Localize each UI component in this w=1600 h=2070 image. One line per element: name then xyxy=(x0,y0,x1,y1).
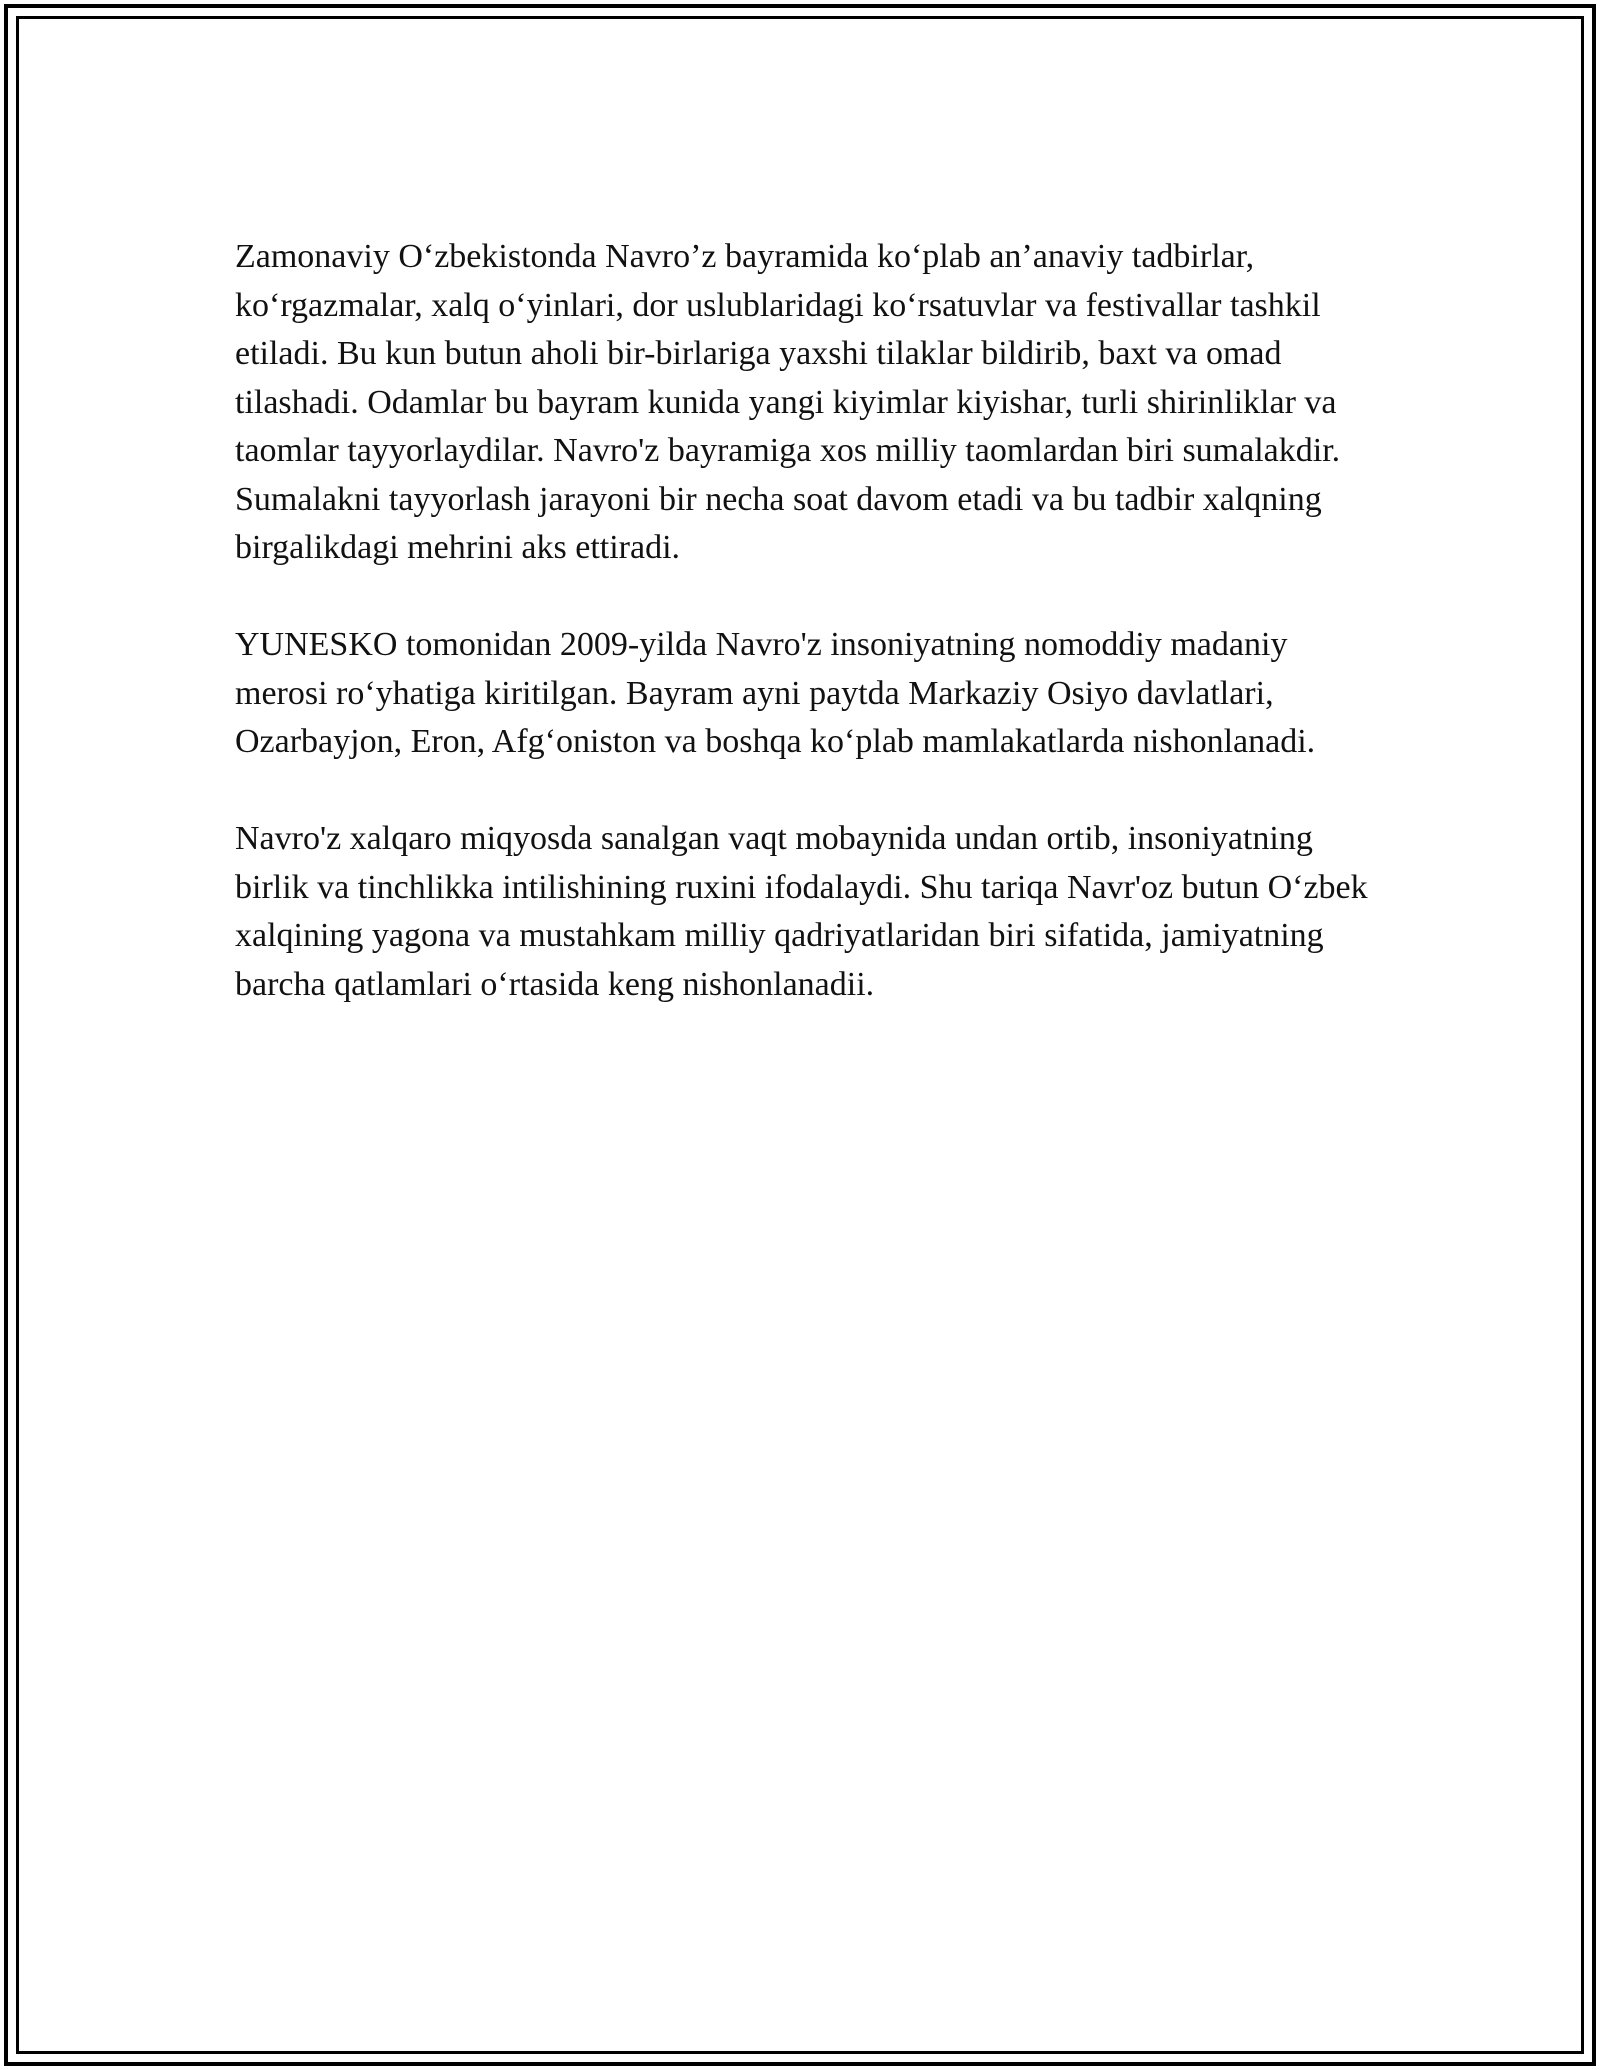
paragraph-3: Navro'z xalqaro miqyosda sanalgan vaqt mobaynida undan ortib, insoniyatning birlik va tinchlikka intilishining ruxini ifodalaydi. Shu tariqa Navr'oz butun O‘zbek xalqining yagona va mustahkam milliy qadriyatlaridan biri sifatida, jamiyatning barcha qatlamlari o‘rtasida keng nishonlanadii. xyxy=(235,820,1368,1003)
paragraph-2: YUNESKO tomonidan 2009-yilda Navro'z insoniyatning nomoddiy madaniy merosi ro‘yhatiga kiritilgan. Bayram ayni paytda Markaziy Osiyo davlatlari, Ozarbayjon, Eron, Afg‘oniston va boshqa ko‘plab mamlakatlarda nishonlanadi. xyxy=(235,626,1316,760)
document-body xyxy=(235,233,1375,1058)
paragraph-1: Zamonaviy O‘zbekistonda Navro’z bayramida ko‘plab an’anaviy tadbirlar, ko‘rgazmalar, xalq o‘yinlari, dor uslublaridagi ko‘rsatuvlar va festivallar tashkil etiladi. Bu kun butun aholi bir-birlariga yaxshi tilaklar bildirib, baxt va omad tilashadi. Odamlar bu bayram kunida yangi kiyimlar kiyishar, turli shirinliklar va taomlar tayyorlaydilar. Navro'z bayramiga xos milliy taomlardan biri sumalakdir. Sumalakni tayyorlash jarayoni bir necha soat davom etadi va bu tadbir xalqning birgalikdagi mehrini aks ettiradi. xyxy=(235,238,1341,566)
